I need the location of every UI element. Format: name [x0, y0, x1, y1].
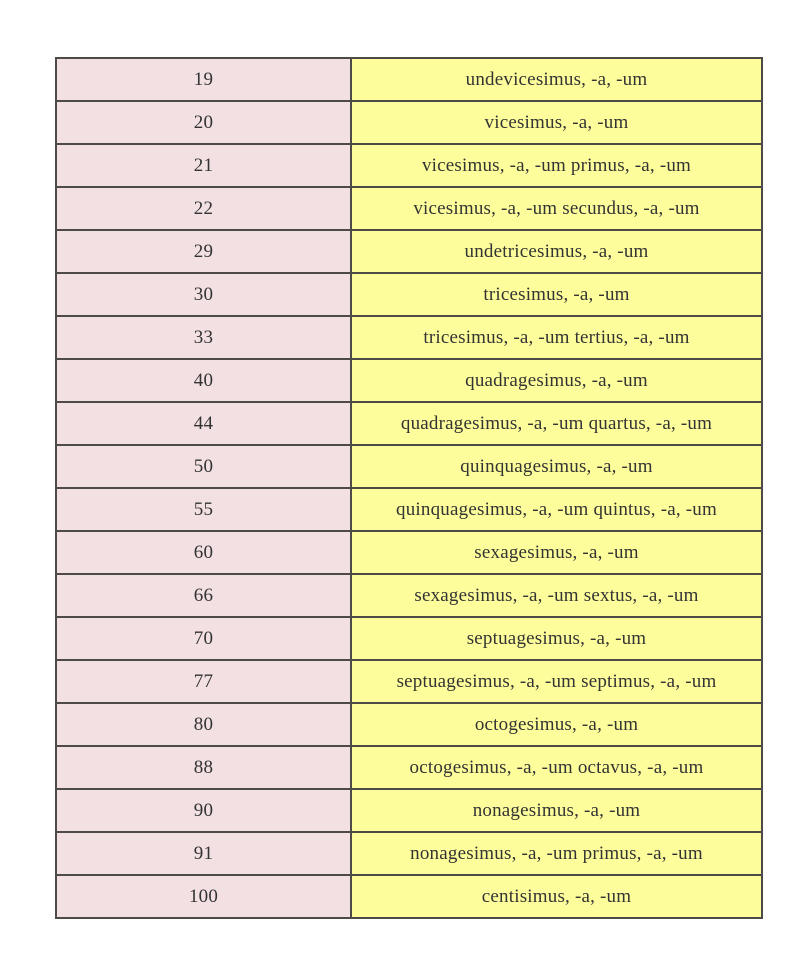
- number-cell: 44: [57, 403, 352, 444]
- table-row: [57, 575, 761, 618]
- ordinal-cell: octogesimus, -a, -um: [352, 704, 761, 745]
- table-row: [57, 833, 761, 876]
- number-cell: 55: [57, 489, 352, 530]
- number-cell: 80: [57, 704, 352, 745]
- ordinal-cell: quadragesimus, -a, -um: [352, 360, 761, 401]
- table-row: [57, 274, 761, 317]
- table-row: [57, 317, 761, 360]
- number-cell: 66: [57, 575, 352, 616]
- number-cell: 40: [57, 360, 352, 401]
- table-row: [57, 403, 761, 446]
- number-cell: 22: [57, 188, 352, 229]
- ordinal-cell: octogesimus, -a, -um octavus, -a, -um: [352, 747, 761, 788]
- number-cell: 50: [57, 446, 352, 487]
- ordinal-cell: quinquagesimus, -a, -um quintus, -a, -um: [352, 489, 761, 530]
- table-row: [57, 704, 761, 747]
- number-cell: 19: [57, 59, 352, 100]
- ordinal-cell: nonagesimus, -a, -um: [352, 790, 761, 831]
- number-cell: 77: [57, 661, 352, 702]
- table-row: [57, 661, 761, 704]
- ordinal-cell: vicesimus, -a, -um secundus, -a, -um: [352, 188, 761, 229]
- number-cell: 70: [57, 618, 352, 659]
- number-cell: 88: [57, 747, 352, 788]
- number-cell: 30: [57, 274, 352, 315]
- ordinal-cell: quinquagesimus, -a, -um: [352, 446, 761, 487]
- number-cell: 90: [57, 790, 352, 831]
- latin-ordinals-table: [55, 57, 763, 919]
- ordinal-cell: sexagesimus, -a, -um sextus, -a, -um: [352, 575, 761, 616]
- table-row: [57, 446, 761, 489]
- table-row: [57, 145, 761, 188]
- table-row: [57, 747, 761, 790]
- table-row: [57, 102, 761, 145]
- ordinal-cell: septuagesimus, -a, -um: [352, 618, 761, 659]
- ordinal-cell: septuagesimus, -a, -um septimus, -a, -um: [352, 661, 761, 702]
- table-row: [57, 876, 761, 917]
- number-cell: 91: [57, 833, 352, 874]
- table-row: [57, 532, 761, 575]
- ordinal-cell: undevicesimus, -a, -um: [352, 59, 761, 100]
- ordinal-cell: centisimus, -a, -um: [352, 876, 761, 917]
- table-row: [57, 188, 761, 231]
- number-cell: 60: [57, 532, 352, 573]
- ordinal-cell: vicesimus, -a, -um primus, -a, -um: [352, 145, 761, 186]
- table-row: [57, 360, 761, 403]
- ordinal-cell: quadragesimus, -a, -um quartus, -a, -um: [352, 403, 761, 444]
- table-row: [57, 231, 761, 274]
- number-cell: 100: [57, 876, 352, 917]
- number-cell: 21: [57, 145, 352, 186]
- ordinal-cell: undetricesimus, -a, -um: [352, 231, 761, 272]
- ordinal-cell: sexagesimus, -a, -um: [352, 532, 761, 573]
- table-row: [57, 790, 761, 833]
- table-row: [57, 489, 761, 532]
- ordinal-cell: tricesimus, -a, -um: [352, 274, 761, 315]
- number-cell: 20: [57, 102, 352, 143]
- table-row: [57, 618, 761, 661]
- ordinal-cell: tricesimus, -a, -um tertius, -a, -um: [352, 317, 761, 358]
- ordinal-cell: vicesimus, -a, -um: [352, 102, 761, 143]
- number-cell: 29: [57, 231, 352, 272]
- ordinal-cell: nonagesimus, -a, -um primus, -a, -um: [352, 833, 761, 874]
- number-cell: 33: [57, 317, 352, 358]
- table-row: [57, 59, 761, 102]
